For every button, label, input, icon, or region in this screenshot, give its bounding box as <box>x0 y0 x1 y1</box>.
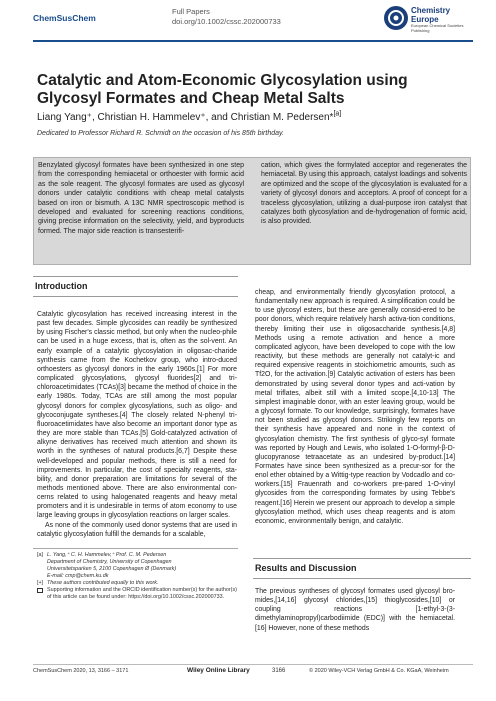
author-names: Liang Yang⁺, Christian H. Hammelev⁺, and Christian M. Pedersen* <box>37 112 334 123</box>
introduction-heading: Introduction <box>33 276 238 297</box>
results-column <box>255 587 455 633</box>
equal-contribution-mark: [+] <box>37 580 44 586</box>
abstract-box <box>33 157 471 265</box>
logo-name: Chemistry Europe <box>411 6 451 24</box>
author-affiliation-mark: [a] <box>333 110 342 118</box>
intro-paragraph-1: Catalytic glycosylation has received increasing interest in the past few decades. Simple glycosides can readily be synthesized by using Fischer's classic method, but only when the nucleo-phile can be used in a huge excess, that is, often as the sol-vent. An early example of a catalytic glycosylation in oligosac-charide synthesis came from the Kochetkov group, who intro-duced orthoesters as glycosyl donors in the early 1960s.[1] For more complicated glycosylations, glycosyl fluorides[2] and tri-chloroacetimidates (TCAs)[3] became the method of choice in the early 1980s. Today, TCAs are still among the most popular glycosyl donors for complex glycosylations, such as oligo- and glycoconjugate syntheses.[4] The closely related N-phenyl tri-fluoroacetimidates have also become an important donor type as they are more stable than TCAs.[5] Gold-catalyzed activation of alkyne derivatives has received much attention and shown its worth in the syntheses of natural products.[6,7] Despite these well-developed and popular methods, there is still a need for improvements. In particular, the cost of specialty reagents, sta-bility, and donor preparation are limitations for several of the methods mentioned above. There are also environmental con-cerns related to using halogenated reagents and heavy metal promoters and it is undesirable in terms of atom economy to use large leaving groups in glycosylation reactions on larger scales. <box>37 311 237 520</box>
footer-copyright: © 2020 Wiley-VCH Verlag GmbH & Co. KGaA, Weinheim <box>309 668 449 674</box>
affiliation-line: L. Yang,⁺ C. H. Hammelev,⁺ Prof. C. M. Pedersen <box>47 552 167 558</box>
affiliation-footnote <box>37 552 237 580</box>
body-right-column <box>255 288 455 526</box>
affiliation-mark: [a] <box>37 552 43 558</box>
journal-name: ChemSusChem <box>33 13 96 23</box>
affiliation-line: Department of Chemistry, University of Copenhagen <box>47 559 172 565</box>
logo-subtitle: European Chemical Societies Publishing <box>411 23 464 33</box>
results-paragraph-1: The previous syntheses of glycosyl formates used glycosyl bro-mides,[14,16] glycosyl chlorides,[15] thioglycosides,[10] or coupling reactions [1-ethyl-3-(3-dimethylaminopropyl)carbodiimide (EDC)] with the hemiacetal.[16] However, none of these methods <box>255 588 455 632</box>
supporting-info-icon <box>37 587 47 601</box>
results-heading: Results and Discussion <box>253 558 471 579</box>
doi-link[interactable]: doi.org/10.1002/cssc.202000733 <box>172 17 281 26</box>
intro-paragraph-2: As none of the commonly used donor systems that are used in catalytic glycosylation fulfill the demands for a scalable, <box>37 521 237 538</box>
affiliation-text <box>47 552 176 580</box>
publisher-logo <box>383 4 473 34</box>
footer-rule <box>33 664 473 665</box>
article-type-doi <box>172 7 281 27</box>
page-number: 3166 <box>272 668 286 674</box>
equal-contribution-text: These authors contributed equally to this work. <box>47 580 159 586</box>
body-left-column <box>37 310 237 539</box>
header-rule <box>33 40 473 42</box>
dedication: Dedicated to Professor Richard R. Schmidt on the occasion of his 85th birthday. <box>37 130 284 137</box>
section-label: Full Papers <box>172 7 210 16</box>
affiliation-line: Universitetsparken 5, 2100 Copenhagen Ø (Denmark) <box>47 566 177 572</box>
footnote-rule <box>33 548 238 549</box>
footnotes <box>37 552 237 601</box>
affiliation-line: E-mail: cmp@chem.ku.dk <box>47 573 109 579</box>
equal-contribution-footnote <box>37 580 237 587</box>
intro-paragraph-3: cheap, and environmentally friendly glycosylation protocol, a fundamentally new approach is required. A simplification could be to use glycosyl esters, but these are generally consid-ered to be poor donors, which require relatively harsh activa-tion conditions, thereby limiting their use in oligosaccharide synthesis.[4,8] Methods using a remote activation and hence a more complicated aglycon, have been developed to cope with the low reactivity, but these methods are generally not catalyt-ic and required expensive reagents in stoichiometric amounts, such as Tf2O, for the activation.[9] Catalytic activation of esters has been demonstrated by using several donor types and acti-vation by metal triflates, albeit still with a limited scope.[4,10-13] The simplest imaginable donor, with an ester leaving group, would be a glycosyl formate. To our knowledge, surprisingly, formates have not been studied as glycosyl donors. Strikingly few reports on their synthesis have appeared and none in the context of glycosylation chemistry. The first synthesis of glyco-syl formate was reported by Hough and Lewis, who isolated 1-O-formyl-β-D-glucopyranose tetraacetate as an undesired by-product.[14] Formates have since been synthesized as a precur-sor for the enol ether obtained by a Wittig-type reaction by Vodcadlo and co-workers.[15] Frauenrath and co-workers pre-pared 1-O-vinyl glycosides from the corresponding formates by using Tebbe's reagent.[16] Herein we present our approach to develop a simple glycosylation method, which uses cheap reagents and is atom economic, environmentally benign, and catalytic. <box>255 289 455 525</box>
article-title: Catalytic and Atom-Economic Glycosylation using Glycosyl Formates and Cheap Metal Salts <box>37 72 408 107</box>
footer-publisher[interactable]: Wiley Online Library <box>187 667 250 674</box>
abstract-left-column: Benzylated glycosyl formates have been synthesized in one step from the corresponding hemiacetal or orthoester with formic acid as the sole reagent. The glycosyl formates are used as glycosyl donors under catalytic conditions with cheap metal catalysts based on iron or bismuth. A 13C NMR spectroscopic method is developed and evaluated for screening reactions conditions, giving precise information on the selectivity, yield, and byproducts formed. The major side reaction is transesterifi- <box>38 162 244 235</box>
supporting-info-footnote <box>37 587 237 601</box>
author-list <box>37 112 341 123</box>
supporting-info-text[interactable]: Supporting information and the ORCID identification number(s) for the author(s) of this article can be found under: https://doi.org/10.1002/cssc.202000733. <box>47 587 237 600</box>
footer-citation: ChemSusChem 2020, 13, 3166 – 3171 <box>33 668 129 674</box>
abstract-right-column: cation, which gives the formylated acceptor and regenerates the hemiacetal. By using this approach, catalyst loadings and solvents are optimized and the scope of the glycosylation is evaluated for a variety of glycosyl donors and acceptors. A proof of concept for a traceless glycosylation, utilizing a dual-purpose iron catalyst that catalyzes both glycosylation and de-hydrogenation of formic acid, is also provided. <box>261 162 467 226</box>
chemistry-europe-logo-icon <box>383 5 409 31</box>
